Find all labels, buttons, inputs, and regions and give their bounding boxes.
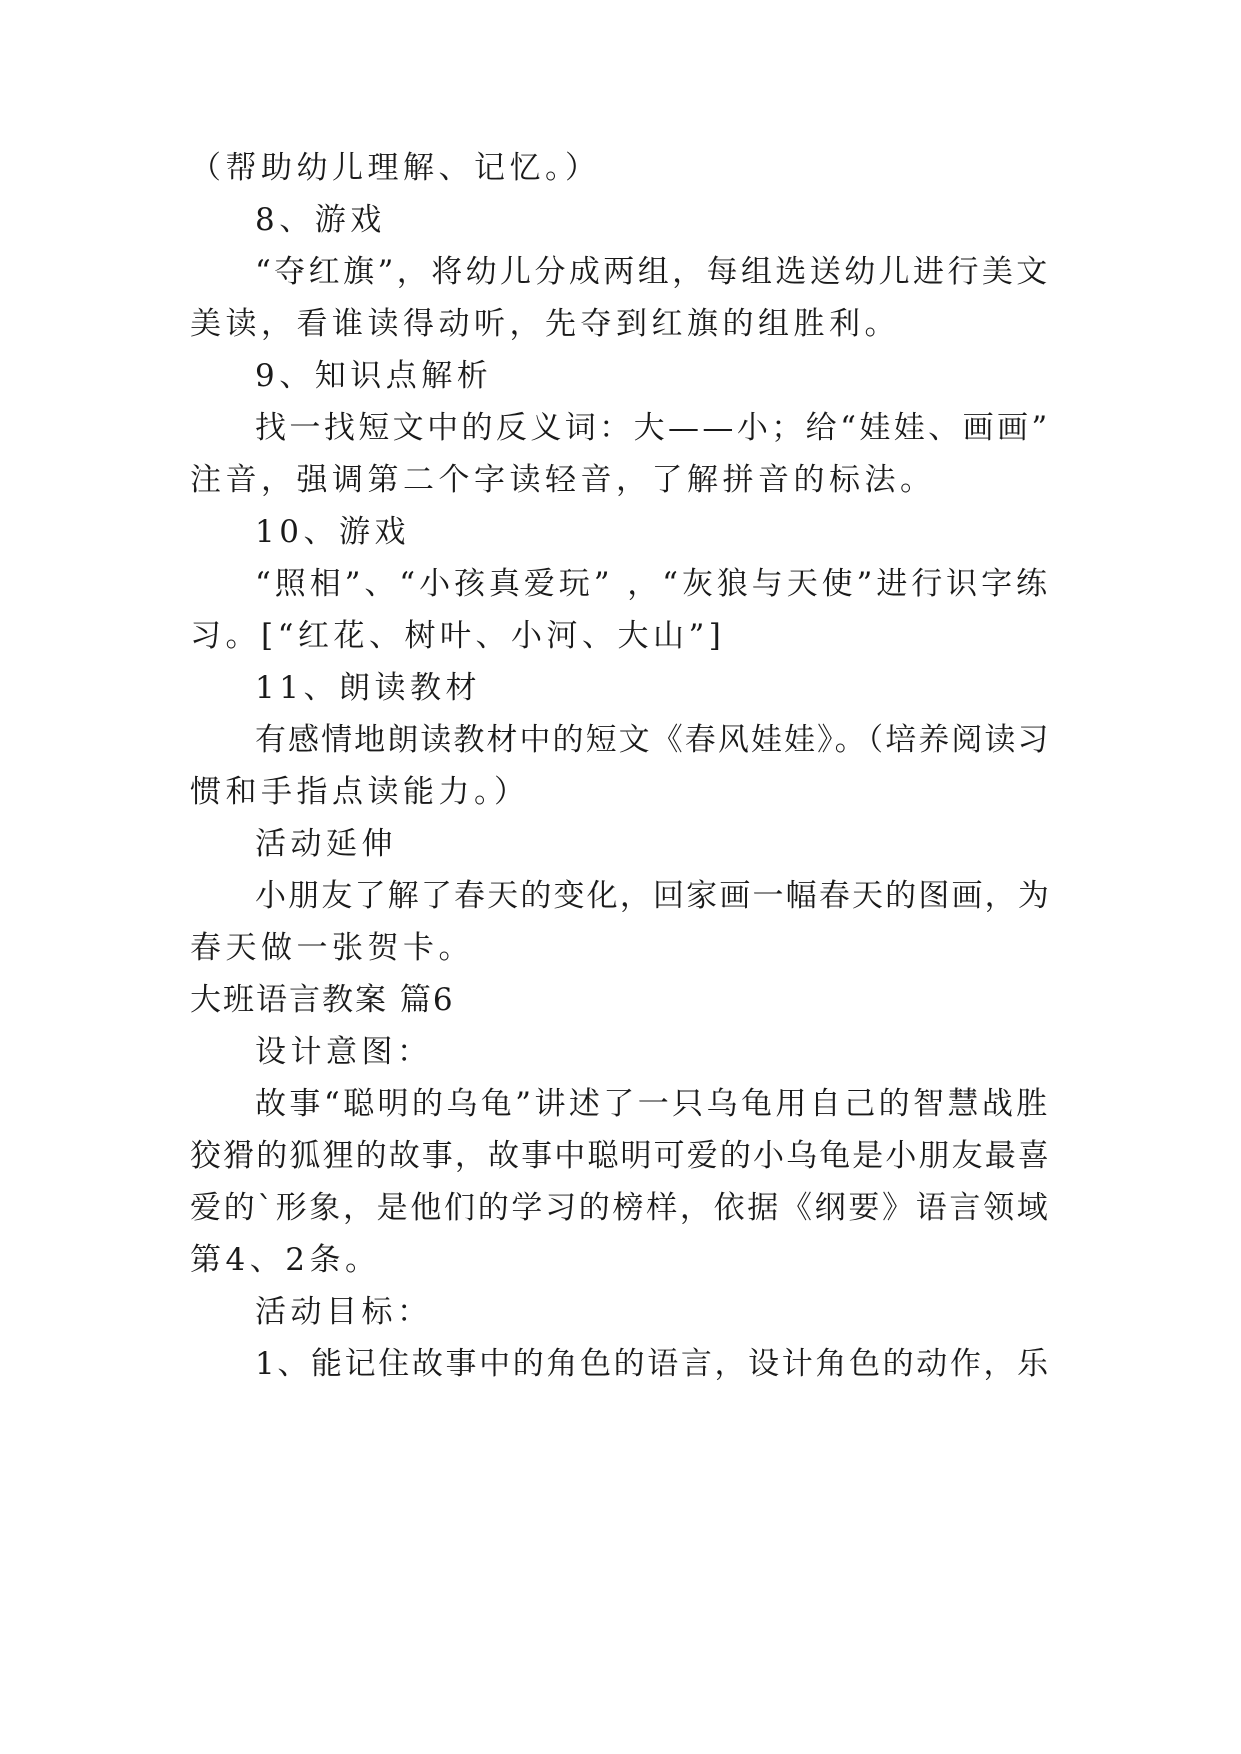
paragraph-line: 找一找短文中的反义词：大——小；给“娃娃、画画” [255, 410, 1051, 446]
paragraph-line: 狡猾的狐狸的故事，故事中聪明可爱的小乌龟是小朋友最喜 [190, 1138, 1051, 1174]
paragraph-line: 美读，看谁读得动听，先夺到红旗的组胜利。 [190, 306, 900, 342]
section-heading: 活动延伸 [255, 826, 397, 862]
section-heading: 10、游戏 [255, 514, 410, 550]
section-heading: 设计意图： [255, 1034, 433, 1070]
section-heading: 8、游戏 [255, 202, 386, 238]
section-heading: 活动目标： [255, 1294, 433, 1330]
paragraph-line: 1、能记住故事中的角色的语言，设计角色的动作，乐 [255, 1346, 1051, 1382]
document-title: 大班语言教案 篇6 [190, 982, 455, 1018]
paragraph-line: 小朋友了解了春天的变化，回家画一幅春天的图画，为 [255, 878, 1051, 914]
paragraph-line: “夺红旗”，将幼儿分成两组，每组选送幼儿进行美文 [255, 254, 1051, 290]
paragraph-line: 习。[“红花、树叶、小河、大山”] [190, 618, 726, 654]
paragraph-line: 故事“聪明的乌龟”讲述了一只乌龟用自己的智慧战胜 [255, 1086, 1051, 1122]
paragraph-line: 春天做一张贺卡。 [190, 930, 474, 966]
paragraph-line: （帮助幼儿理解、记忆。） [190, 150, 601, 186]
paragraph-line: 爱的`形象，是他们的学习的榜样，依据《纲要》语言领域 [190, 1190, 1051, 1226]
paragraph-line: 有感情地朗读教材中的短文《春风娃娃》。（培养阅读习 [255, 722, 1051, 758]
section-heading: 9、知识点解析 [255, 358, 493, 394]
paragraph-line: 第4、2条。 [190, 1242, 381, 1278]
paragraph-line: 注音，强调第二个字读轻音，了解拼音的标法。 [190, 462, 936, 498]
paragraph-line: “照相”、“小孩真爱玩” ，“灰狼与天使”进行识字练 [255, 566, 1051, 602]
paragraph-line: 惯和手指点读能力。） [190, 774, 530, 810]
section-heading: 11、朗读教材 [255, 670, 481, 706]
